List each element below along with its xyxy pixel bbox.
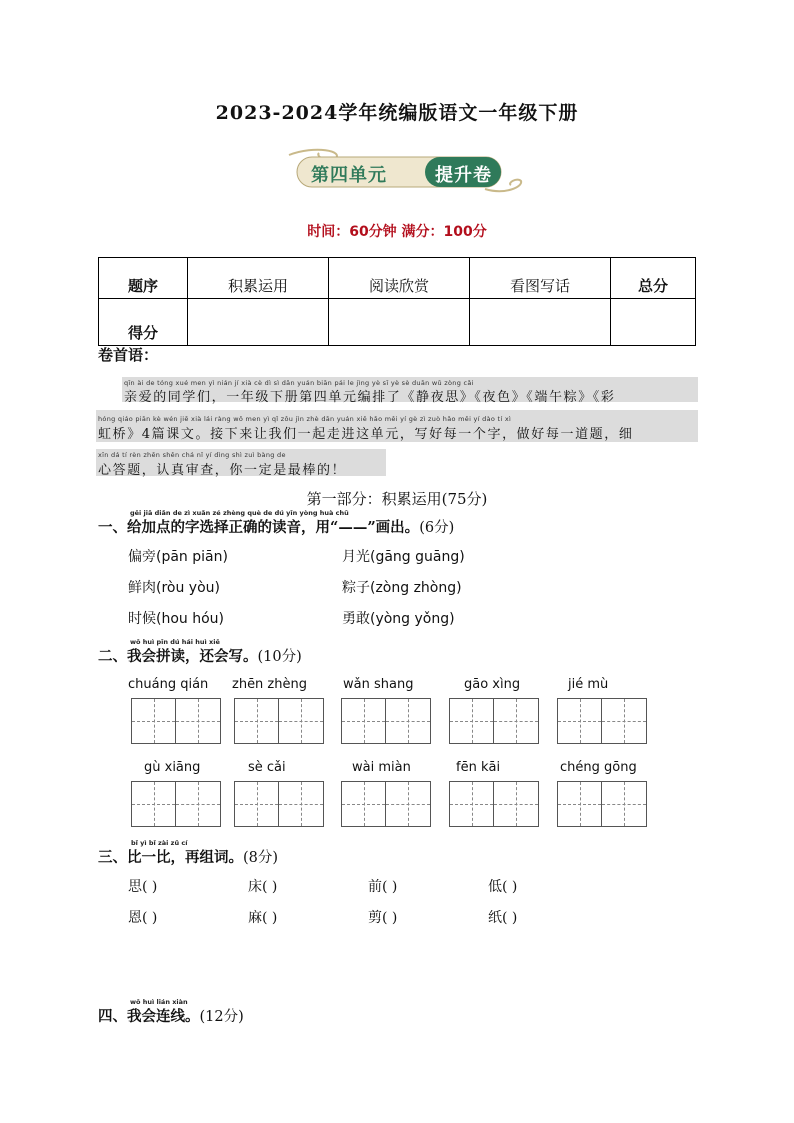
writing-grid[interactable] [449, 698, 539, 744]
q4-pinyin: wǒ huì lián xiàn [130, 998, 188, 1006]
writing-grid[interactable] [234, 781, 324, 827]
q2-pinyin-prompt: chuáng qián [128, 677, 209, 692]
preface-title: 卷首语： [98, 346, 159, 364]
score-row-label: 得分 [99, 299, 188, 346]
preface-text-1: 亲爱的同学们，一年级下册第四单元编排了《静夜思》《夜色》《端午粽》《彩 [124, 390, 616, 405]
header-reading: 阅读欣赏 [329, 258, 470, 299]
header-question-order: 题序 [99, 258, 188, 299]
q2-pinyin-prompt: fēn kāi [456, 760, 501, 775]
q1-title-text: 一、给加点的字选择正确的读音，用“——”画出。 [98, 519, 420, 536]
q1-title [98, 516, 454, 537]
writing-grid[interactable] [557, 781, 647, 827]
writing-grid[interactable] [234, 698, 324, 744]
q4-title [98, 1005, 244, 1026]
q2-pinyin-prompt: zhēn zhèng [232, 677, 307, 692]
q3-item[interactable]: 恩( ) [128, 910, 158, 926]
writing-grid[interactable] [557, 698, 647, 744]
q1-pinyin: gěi jiā diǎn de zì xuǎn zé zhèng què de dú yīn yòng huà chū [130, 509, 349, 517]
writing-grid[interactable] [449, 781, 539, 827]
q4-score: (12分) [199, 1009, 244, 1025]
score-cell[interactable] [188, 299, 329, 346]
preface-pinyin-1: qīn ài de tóng xué men yì nián jí xià cè dì sì dān yuán biān pái le jìng yè sī yè sè duān wǔ zòng cǎi [124, 379, 474, 387]
writing-grid[interactable] [131, 698, 221, 744]
q2-pinyin-prompt: chéng gōng [560, 760, 637, 775]
page-title: 2023-2024学年统编版语文一年级下册 [215, 102, 579, 124]
q2-score: (10分) [257, 649, 302, 665]
q4-title-text: 四、我会连线。 [98, 1008, 200, 1025]
q3-title [98, 846, 278, 867]
q1-option[interactable]: 时候(hou hóu) [128, 611, 224, 627]
q3-item[interactable]: 低( ) [488, 879, 518, 895]
writing-grid[interactable] [341, 698, 431, 744]
writing-grid[interactable] [341, 781, 431, 827]
q2-pinyin-prompt: wǎn shang [343, 677, 414, 692]
q3-item[interactable]: 前( ) [368, 879, 398, 895]
preface-text-3: 心答题，认真审查，你一定是最棒的！ [98, 463, 347, 478]
unit-banner [285, 147, 527, 195]
score-cell[interactable] [611, 299, 696, 346]
time-and-score-line: 时间：60分钟 满分：100分 [307, 224, 487, 240]
q1-score: (6分) [419, 520, 455, 536]
banner-unit-text: 第四单元 [311, 165, 387, 186]
preface-text-2: 虹桥》4篇课文。接下来让我们一起走进这单元，写好每一个字，做好每一道题，细 [98, 427, 634, 442]
q2-title [98, 645, 302, 666]
part1-title: 第一部分：积累运用(75分) [306, 490, 488, 508]
q1-option[interactable]: 月光(gāng guāng) [342, 549, 465, 565]
header-accumulation: 积累运用 [188, 258, 329, 299]
q1-option[interactable]: 鲜肉(ròu yòu) [128, 580, 220, 596]
preface-pinyin-2: hóng qiáo piān kè wén jiē xià lái ràng wǒ men yì qǐ zǒu jìn zhè dān yuán xiě hǎo měi yí gè zì zuò hǎo měi yí dào tí xì [98, 415, 512, 423]
header-total: 总分 [611, 258, 696, 299]
q3-item[interactable]: 纸( ) [488, 910, 518, 926]
q1-option[interactable]: 偏旁(pān piān) [128, 549, 228, 565]
score-cell[interactable] [470, 299, 611, 346]
q2-pinyin-prompt: wài miàn [352, 760, 411, 775]
q2-pinyin: wǒ huì pīn dú hái huì xiě [130, 638, 220, 646]
writing-grid[interactable] [131, 781, 221, 827]
header-writing: 看图写话 [470, 258, 611, 299]
q1-option[interactable]: 勇敢(yòng yǒng) [342, 611, 455, 627]
score-table [98, 257, 696, 346]
preface-pinyin-3: xīn dá tí rèn zhēn shěn chá nǐ yí dìng shì zuì bàng de [98, 451, 286, 459]
q2-title-text: 二、我会拼读，还会写。 [98, 648, 258, 665]
score-cell[interactable] [329, 299, 470, 346]
banner-tag-text: 提升卷 [435, 165, 492, 186]
q2-pinyin-prompt: jié mù [568, 677, 609, 692]
q1-option[interactable]: 粽子(zòng zhòng) [342, 580, 462, 596]
q3-pinyin: bǐ yì bǐ zài zǔ cí [131, 839, 188, 847]
q3-item[interactable]: 剪( ) [368, 910, 398, 926]
q2-pinyin-prompt: gù xiāng [144, 760, 201, 775]
q3-item[interactable]: 思( ) [128, 879, 158, 895]
q2-pinyin-prompt: sè cǎi [248, 760, 286, 775]
q3-title-text: 三、比一比，再组词。 [98, 849, 243, 866]
q2-pinyin-prompt: gāo xìng [464, 677, 521, 692]
q3-score: (8分) [243, 850, 279, 866]
q3-item[interactable]: 床( ) [248, 879, 278, 895]
q3-item[interactable]: 麻( ) [248, 910, 278, 926]
